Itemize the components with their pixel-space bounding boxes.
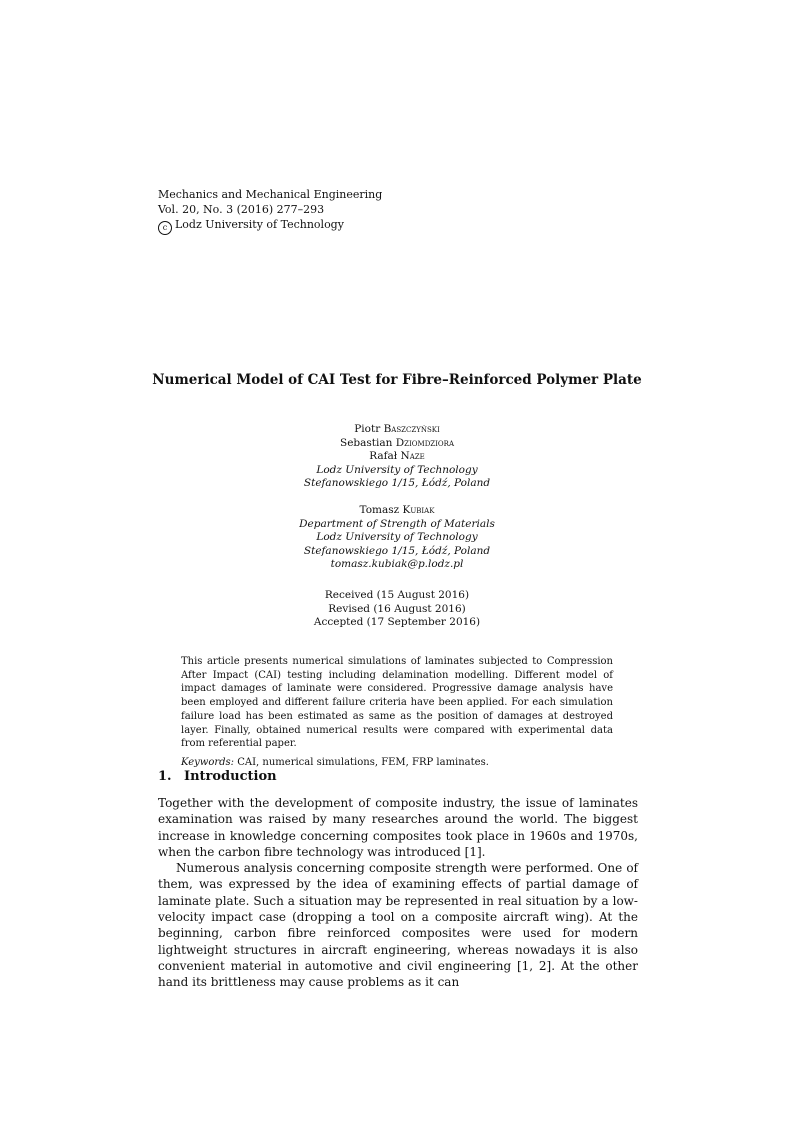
affiliation: Lodz University of Technology — [316, 531, 478, 543]
section-heading — [158, 769, 277, 784]
received-date: Received (15 August 2016) — [324, 589, 470, 601]
paragraph: Together with the development of composite industry, the issue of laminates examination was raised by many researches around the world. The biggest increase in knowledge concerning composites took place in 1960s and 1970s, when the carbon fibre technology was introduced [1]. — [158, 796, 638, 859]
author-group-2 — [0, 504, 794, 572]
journal-volume: Vol. 20, No. 3 (2016) 277–293 — [158, 203, 325, 216]
paper-title: Numerical Model of CAI Test for Fibre–Reinforced Polymer Plate — [152, 372, 642, 388]
journal-copyright — [158, 217, 382, 235]
author-name: Tomasz Kubiak — [359, 504, 435, 516]
keywords-label: Keywords: — [181, 756, 235, 768]
abstract-text: This article presents numerical simulations of laminates subjected to Compression After Impact (CAI) testing including delamination modelling. Different model of impact damages of laminate were considered. Progressive damage analysis have been employed and different failure criteria have been applied. For each simulation failure load has been estimated as same as the position of damages at destroyed layer. Finally, obtained numerical results were compared with experimental data from referential paper. — [181, 656, 613, 750]
submission-dates — [0, 589, 794, 630]
copyright-icon: c — [158, 221, 172, 235]
journal-info — [158, 187, 382, 235]
address: Stefanowskiego 1/15, Łódź, Poland — [303, 477, 491, 489]
publisher: Lodz University of Technology — [175, 218, 344, 231]
author-name: Piotr Baszczyński — [354, 423, 440, 435]
author-group-1 — [0, 423, 794, 491]
abstract — [181, 655, 613, 770]
journal-name: Mechanics and Mechanical Engineering — [158, 188, 383, 201]
keywords-text: CAI, numerical simulations, FEM, FRP laminates. — [237, 756, 489, 768]
accepted-date: Accepted (17 September 2016) — [313, 616, 481, 628]
keywords — [181, 756, 613, 770]
revised-date: Revised (16 August 2016) — [328, 602, 466, 615]
paragraph: Numerous analysis concerning composite strength were performed. One of them, was expressed by the idea of examining effects of partial damage of laminate plate. Such a situation may be represented in real situation by a low-velocity impact case (dropping a tool on a composite aircraft wing). At the beginning, carbon fibre reinforced composites were used for modern lightweight structures in aircraft engineering, whereas nowadays it is also convenient material in automotive and civil engineering [1, 2]. At the other hand its brittleness may cause problems as it can — [158, 861, 638, 990]
author-name: Sebastian Dziomdziora — [340, 436, 454, 449]
email: tomasz.kubiak@p.lodz.pl — [330, 558, 464, 570]
section-number: 1. — [158, 769, 172, 784]
department: Department of Strength of Materials — [299, 517, 495, 530]
address: Stefanowskiego 1/15, Łódź, Poland — [303, 544, 491, 557]
body-text — [158, 795, 638, 991]
affiliation: Lodz University of Technology — [316, 463, 478, 476]
author-name: Rafał Naze — [369, 450, 425, 462]
section-title: Introduction — [184, 769, 277, 784]
